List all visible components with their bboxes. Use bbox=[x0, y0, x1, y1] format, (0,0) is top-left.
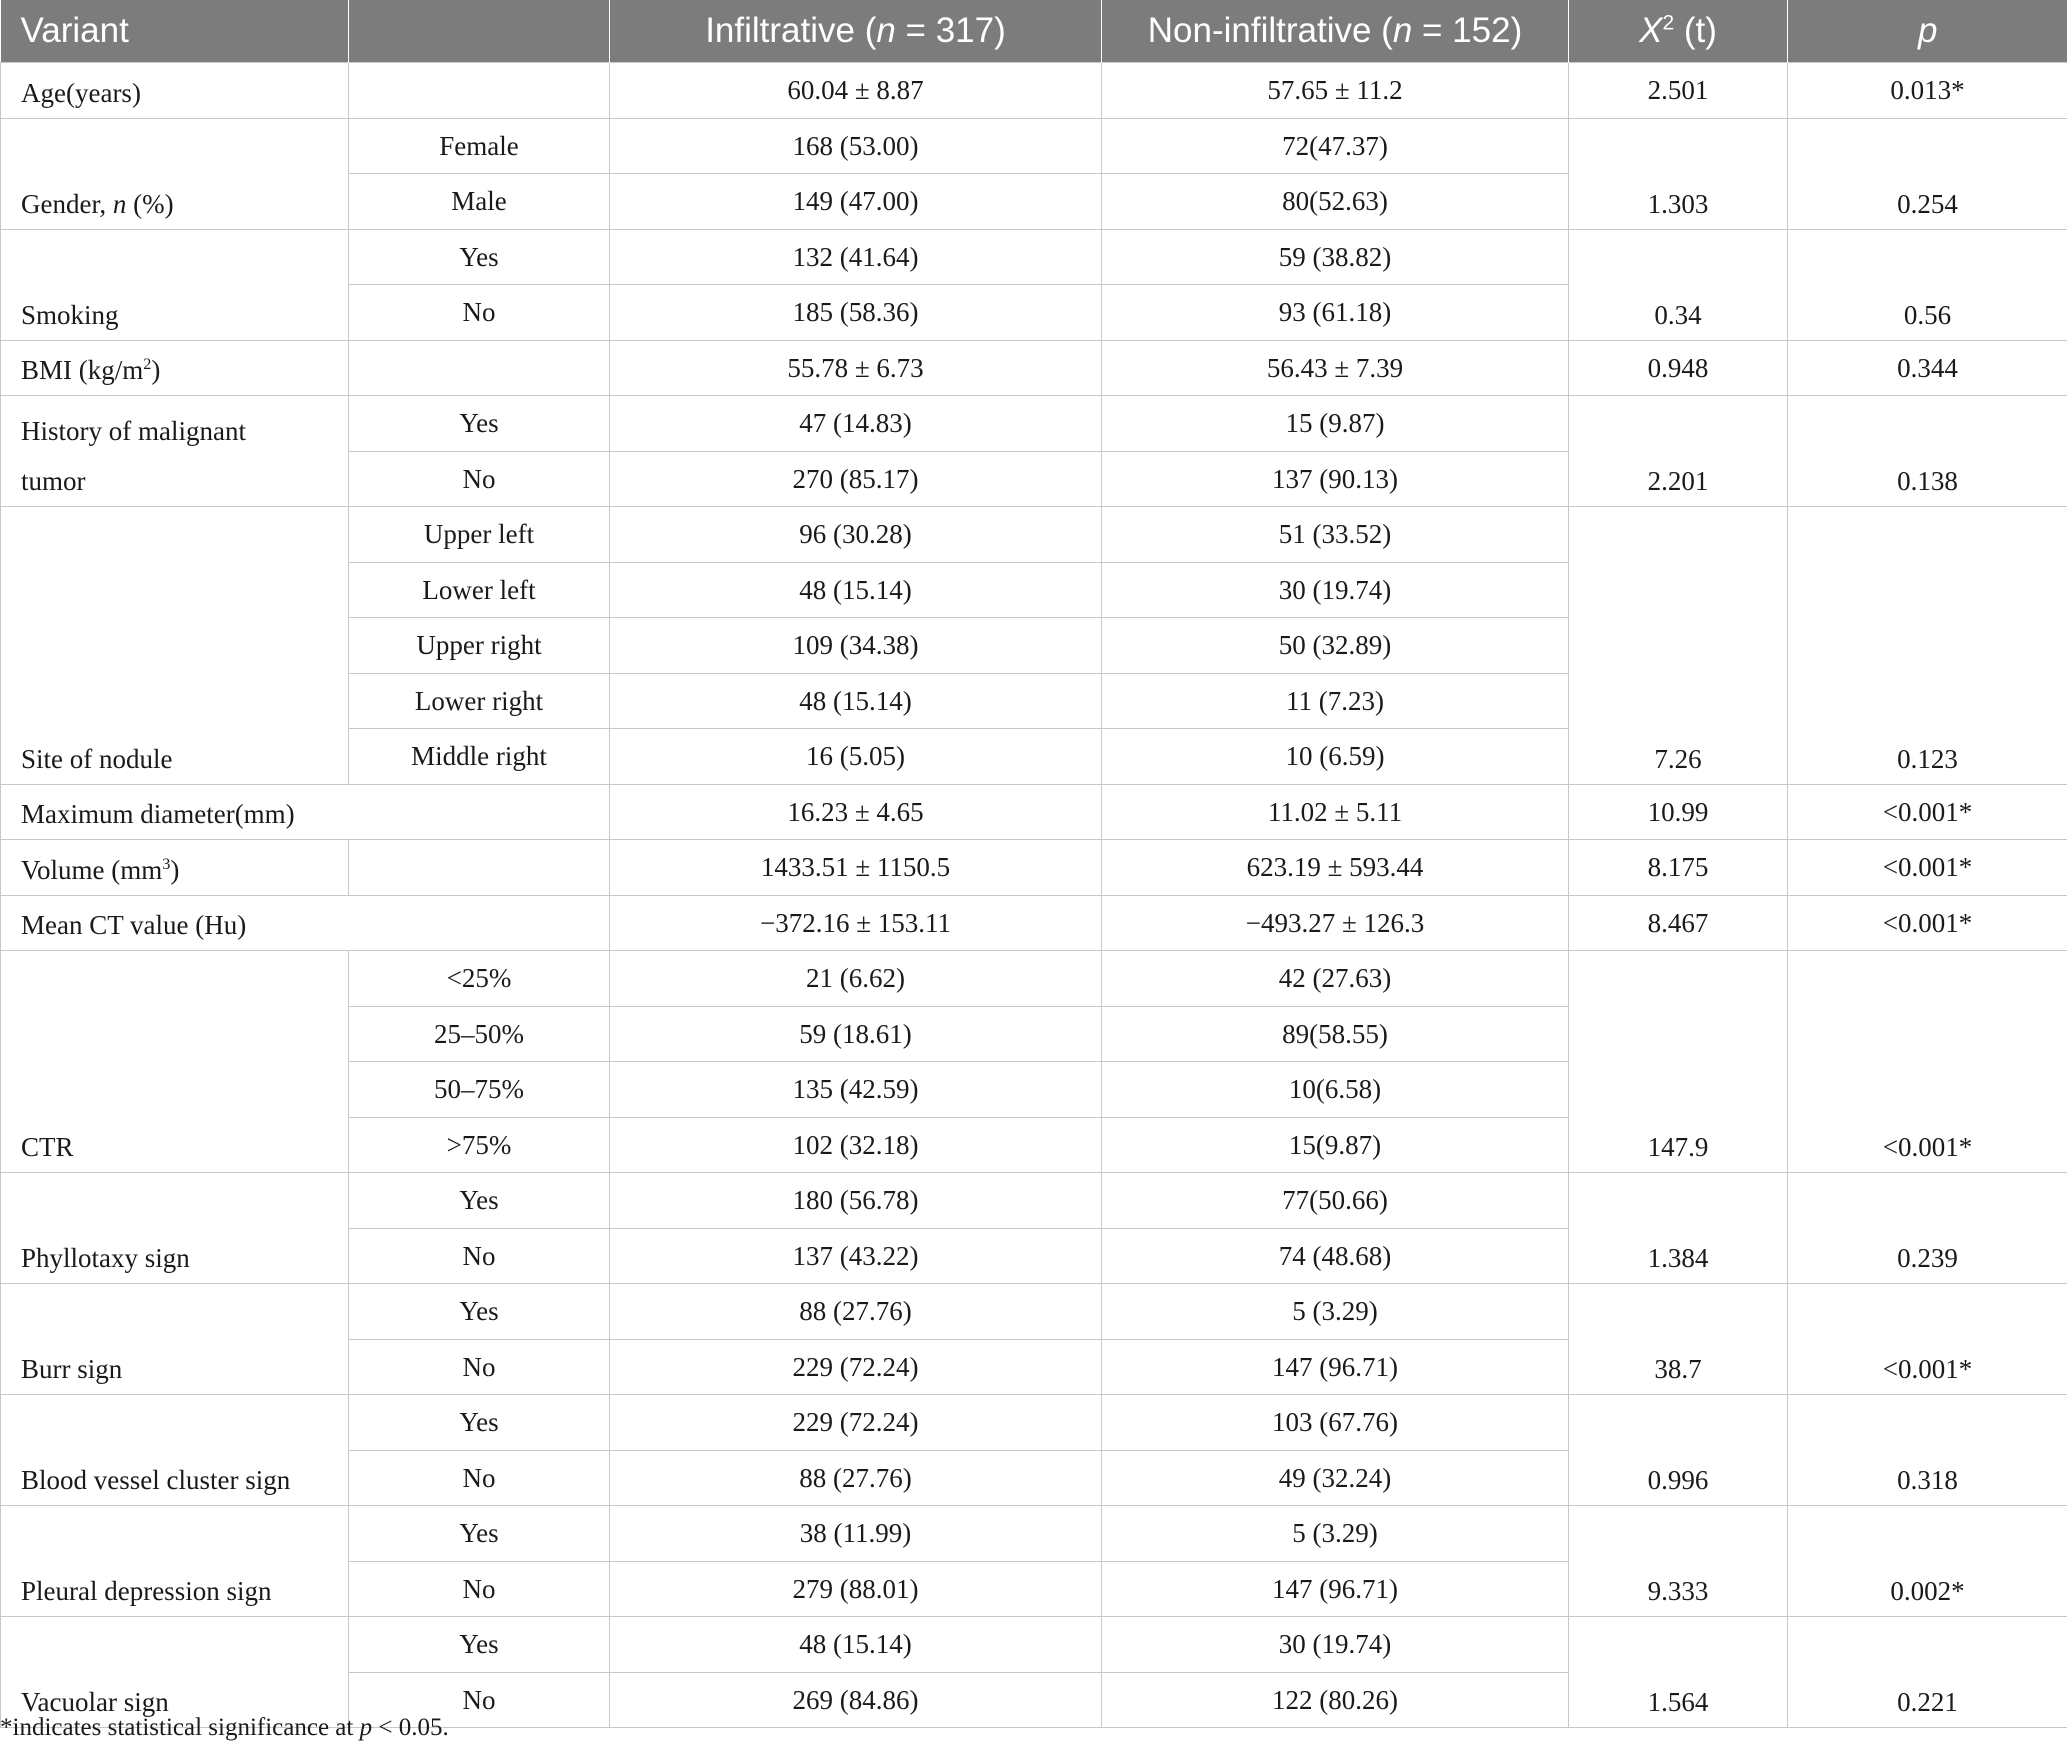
cell-statistic: 1.303 bbox=[1569, 118, 1788, 229]
table-row bbox=[1, 951, 2067, 1007]
cell-non-infiltrative: 623.19 ± 593.44 bbox=[1102, 840, 1569, 896]
row-subcategory: No bbox=[349, 285, 610, 341]
footnote-p: p bbox=[359, 1714, 373, 1741]
cell-p-value: 0.013* bbox=[1788, 63, 2067, 119]
row-subcategory bbox=[349, 340, 610, 396]
cell-non-infiltrative: 56.43 ± 7.39 bbox=[1102, 340, 1569, 396]
cell-p-value: <0.001* bbox=[1788, 895, 2067, 951]
cell-p-value: <0.001* bbox=[1788, 784, 2067, 840]
cell-p-value: 0.56 bbox=[1788, 229, 2067, 340]
cell-p-value: <0.001* bbox=[1788, 840, 2067, 896]
row-label: Phyllotaxy sign bbox=[1, 1173, 349, 1284]
cell-infiltrative: 185 (58.36) bbox=[610, 285, 1102, 341]
cell-p-value: 0.123 bbox=[1788, 507, 2067, 785]
cell-infiltrative: 48 (15.14) bbox=[610, 1617, 1102, 1673]
cell-infiltrative: 102 (32.18) bbox=[610, 1117, 1102, 1173]
row-label: Blood vessel cluster sign bbox=[1, 1395, 349, 1506]
table-row bbox=[1, 1395, 2067, 1451]
cell-infiltrative: 21 (6.62) bbox=[610, 951, 1102, 1007]
row-subcategory: Yes bbox=[349, 396, 610, 452]
cell-statistic: 9.333 bbox=[1569, 1506, 1788, 1617]
cell-infiltrative: 279 (88.01) bbox=[610, 1561, 1102, 1617]
table-body bbox=[1, 63, 2067, 1728]
row-label: Maximum diameter(mm) bbox=[1, 784, 610, 840]
table-row bbox=[1, 507, 2067, 563]
cell-p-value: <0.001* bbox=[1788, 1284, 2067, 1395]
cell-non-infiltrative: 11.02 ± 5.11 bbox=[1102, 784, 1569, 840]
cell-infiltrative: 96 (30.28) bbox=[610, 507, 1102, 563]
cell-infiltrative: 47 (14.83) bbox=[610, 396, 1102, 452]
table-row bbox=[1, 229, 2067, 285]
table-row bbox=[1, 895, 2067, 951]
volume-label-suffix: ) bbox=[170, 854, 180, 885]
cell-infiltrative: 229 (72.24) bbox=[610, 1395, 1102, 1451]
cell-infiltrative: 60.04 ± 8.87 bbox=[610, 63, 1102, 119]
header-row bbox=[1, 0, 2067, 63]
table-row bbox=[1, 340, 2067, 396]
table-row bbox=[1, 118, 2067, 174]
table-row bbox=[1, 784, 2067, 840]
cell-p-value: 0.002* bbox=[1788, 1506, 2067, 1617]
header-infiltrative bbox=[610, 0, 1102, 63]
cell-infiltrative: 55.78 ± 6.73 bbox=[610, 340, 1102, 396]
cell-non-infiltrative: 30 (19.74) bbox=[1102, 1617, 1569, 1673]
header-chi-suffix: (t) bbox=[1674, 11, 1717, 50]
volume-label-prefix: Volume (mm bbox=[21, 854, 163, 885]
row-subcategory: Female bbox=[349, 118, 610, 174]
row-label bbox=[1, 118, 349, 229]
row-label: Pleural depression sign bbox=[1, 1506, 349, 1617]
cell-non-infiltrative: 10(6.58) bbox=[1102, 1062, 1569, 1118]
row-subcategory: <25% bbox=[349, 951, 610, 1007]
footnote-suffix: < 0.05. bbox=[372, 1714, 449, 1741]
header-infiltrative-suffix: = 317) bbox=[895, 11, 1006, 50]
row-label: Vacuolar sign bbox=[1, 1617, 349, 1728]
footnote-prefix: *indicates statistical significance at bbox=[0, 1714, 360, 1741]
row-subcategory: Yes bbox=[349, 1173, 610, 1229]
cell-statistic: 1.564 bbox=[1569, 1617, 1788, 1728]
cell-infiltrative: 48 (15.14) bbox=[610, 673, 1102, 729]
cell-non-infiltrative: 89(58.55) bbox=[1102, 1006, 1569, 1062]
row-subcategory: Yes bbox=[349, 229, 610, 285]
cell-non-infiltrative: 51 (33.52) bbox=[1102, 507, 1569, 563]
row-subcategory: Lower left bbox=[349, 562, 610, 618]
row-label bbox=[1, 340, 349, 396]
cell-infiltrative: 1433.51 ± 1150.5 bbox=[610, 840, 1102, 896]
cell-p-value: 0.138 bbox=[1788, 396, 2067, 507]
cell-statistic: 0.996 bbox=[1569, 1395, 1788, 1506]
table-row bbox=[1, 1173, 2067, 1229]
cell-p-value: 0.254 bbox=[1788, 118, 2067, 229]
cell-statistic: 0.948 bbox=[1569, 340, 1788, 396]
cell-infiltrative: 48 (15.14) bbox=[610, 562, 1102, 618]
cell-infiltrative: 180 (56.78) bbox=[610, 1173, 1102, 1229]
row-subcategory: Lower right bbox=[349, 673, 610, 729]
row-subcategory: No bbox=[349, 1450, 610, 1506]
cell-statistic: 10.99 bbox=[1569, 784, 1788, 840]
cell-p-value: 0.221 bbox=[1788, 1617, 2067, 1728]
row-subcategory: No bbox=[349, 1672, 610, 1728]
cell-non-infiltrative: 11 (7.23) bbox=[1102, 673, 1569, 729]
cell-infiltrative: 270 (85.17) bbox=[610, 451, 1102, 507]
cell-p-value: 0.344 bbox=[1788, 340, 2067, 396]
cell-statistic: 2.201 bbox=[1569, 396, 1788, 507]
cell-infiltrative: 109 (34.38) bbox=[610, 618, 1102, 674]
cell-statistic: 7.26 bbox=[1569, 507, 1788, 785]
row-label: Smoking bbox=[1, 229, 349, 340]
table-row bbox=[1, 63, 2067, 119]
row-subcategory: 25–50% bbox=[349, 1006, 610, 1062]
cell-non-infiltrative: 57.65 ± 11.2 bbox=[1102, 63, 1569, 119]
cell-infiltrative: −372.16 ± 153.11 bbox=[610, 895, 1102, 951]
history-label-line2: tumor bbox=[21, 466, 86, 496]
gender-label-prefix: Gender, bbox=[21, 188, 113, 219]
cell-infiltrative: 88 (27.76) bbox=[610, 1284, 1102, 1340]
cell-non-infiltrative: 10 (6.59) bbox=[1102, 729, 1569, 785]
history-label-line1: History of malignant bbox=[21, 416, 246, 446]
row-subcategory: No bbox=[349, 1228, 610, 1284]
header-variant: Variant bbox=[1, 0, 349, 63]
row-label: Mean CT value (Hu) bbox=[1, 895, 610, 951]
cell-non-infiltrative: 137 (90.13) bbox=[1102, 451, 1569, 507]
cell-non-infiltrative: 74 (48.68) bbox=[1102, 1228, 1569, 1284]
cell-infiltrative: 229 (72.24) bbox=[610, 1339, 1102, 1395]
row-subcategory: Upper left bbox=[349, 507, 610, 563]
cell-infiltrative: 16.23 ± 4.65 bbox=[610, 784, 1102, 840]
cell-non-infiltrative: 93 (61.18) bbox=[1102, 285, 1569, 341]
row-subcategory: Upper right bbox=[349, 618, 610, 674]
cell-non-infiltrative: 42 (27.63) bbox=[1102, 951, 1569, 1007]
volume-label-sup: 3 bbox=[162, 854, 171, 873]
table-row bbox=[1, 1506, 2067, 1562]
cell-non-infiltrative: 80(52.63) bbox=[1102, 174, 1569, 230]
cell-infiltrative: 88 (27.76) bbox=[610, 1450, 1102, 1506]
header-non-infiltrative-suffix: = 152) bbox=[1412, 11, 1523, 50]
row-subcategory: Yes bbox=[349, 1617, 610, 1673]
table-row bbox=[1, 1617, 2067, 1673]
cell-infiltrative: 137 (43.22) bbox=[610, 1228, 1102, 1284]
cell-infiltrative: 135 (42.59) bbox=[610, 1062, 1102, 1118]
cell-infiltrative: 149 (47.00) bbox=[610, 174, 1102, 230]
cell-infiltrative: 59 (18.61) bbox=[610, 1006, 1102, 1062]
cell-non-infiltrative: 59 (38.82) bbox=[1102, 229, 1569, 285]
cell-non-infiltrative: 122 (80.26) bbox=[1102, 1672, 1569, 1728]
header-non-infiltrative-n: n bbox=[1392, 11, 1413, 50]
gender-label-suffix: (%) bbox=[126, 188, 174, 219]
cell-non-infiltrative: 50 (32.89) bbox=[1102, 618, 1569, 674]
cell-infiltrative: 269 (84.86) bbox=[610, 1672, 1102, 1728]
header-p: p bbox=[1918, 11, 1938, 50]
row-subcategory: >75% bbox=[349, 1117, 610, 1173]
row-subcategory bbox=[349, 63, 610, 119]
cell-infiltrative: 168 (53.00) bbox=[610, 118, 1102, 174]
cell-non-infiltrative: 77(50.66) bbox=[1102, 1173, 1569, 1229]
header-infiltrative-prefix: Infiltrative ( bbox=[705, 11, 877, 50]
cell-non-infiltrative: 30 (19.74) bbox=[1102, 562, 1569, 618]
cell-non-infiltrative: 49 (32.24) bbox=[1102, 1450, 1569, 1506]
cell-infiltrative: 132 (41.64) bbox=[610, 229, 1102, 285]
cell-statistic: 8.175 bbox=[1569, 840, 1788, 896]
cell-statistic: 2.501 bbox=[1569, 63, 1788, 119]
row-subcategory: Yes bbox=[349, 1506, 610, 1562]
bmi-label-suffix: ) bbox=[151, 355, 161, 385]
row-subcategory: Yes bbox=[349, 1284, 610, 1340]
row-label: Age(years) bbox=[1, 63, 349, 119]
table-row bbox=[1, 396, 2067, 452]
table-row bbox=[1, 840, 2067, 896]
header-subcategory bbox=[349, 0, 610, 63]
cell-statistic: 147.9 bbox=[1569, 951, 1788, 1173]
cell-statistic: 38.7 bbox=[1569, 1284, 1788, 1395]
header-non-infiltrative bbox=[1102, 0, 1569, 63]
row-label: Site of nodule bbox=[1, 507, 349, 785]
cell-non-infiltrative: 5 (3.29) bbox=[1102, 1284, 1569, 1340]
row-subcategory: No bbox=[349, 451, 610, 507]
cell-statistic: 0.34 bbox=[1569, 229, 1788, 340]
cell-non-infiltrative: 15 (9.87) bbox=[1102, 396, 1569, 452]
table-header bbox=[1, 0, 2067, 63]
cell-infiltrative: 38 (11.99) bbox=[610, 1506, 1102, 1562]
table-footnote bbox=[0, 1714, 449, 1742]
row-label: CTR bbox=[1, 951, 349, 1173]
cell-non-infiltrative: 147 (96.71) bbox=[1102, 1339, 1569, 1395]
gender-label-n: n bbox=[112, 188, 127, 219]
cell-non-infiltrative: −493.27 ± 126.3 bbox=[1102, 895, 1569, 951]
row-subcategory: No bbox=[349, 1339, 610, 1395]
table-row bbox=[1, 1284, 2067, 1340]
cell-p-value: 0.318 bbox=[1788, 1395, 2067, 1506]
header-chi-base: X bbox=[1639, 11, 1663, 50]
row-subcategory: Male bbox=[349, 174, 610, 230]
header-p-value bbox=[1788, 0, 2067, 63]
cell-non-infiltrative: 103 (67.76) bbox=[1102, 1395, 1569, 1451]
row-label bbox=[1, 396, 349, 507]
cell-non-infiltrative: 15(9.87) bbox=[1102, 1117, 1569, 1173]
row-label bbox=[1, 840, 349, 896]
cell-statistic: 1.384 bbox=[1569, 1173, 1788, 1284]
cell-statistic: 8.467 bbox=[1569, 895, 1788, 951]
cell-non-infiltrative: 147 (96.71) bbox=[1102, 1561, 1569, 1617]
row-subcategory: No bbox=[349, 1561, 610, 1617]
header-statistic bbox=[1569, 0, 1788, 63]
header-non-infiltrative-prefix: Non-infiltrative ( bbox=[1147, 11, 1393, 50]
cell-p-value: <0.001* bbox=[1788, 951, 2067, 1173]
row-subcategory: Yes bbox=[349, 1395, 610, 1451]
row-subcategory bbox=[349, 840, 610, 896]
cell-p-value: 0.239 bbox=[1788, 1173, 2067, 1284]
row-label: Burr sign bbox=[1, 1284, 349, 1395]
row-subcategory: Middle right bbox=[349, 729, 610, 785]
cell-infiltrative: 16 (5.05) bbox=[610, 729, 1102, 785]
header-infiltrative-n: n bbox=[876, 11, 896, 50]
bmi-label-prefix: BMI (kg/m bbox=[21, 355, 144, 385]
header-chi-sup: 2 bbox=[1662, 11, 1675, 35]
bmi-label-sup: 2 bbox=[143, 355, 152, 373]
cell-non-infiltrative: 72(47.37) bbox=[1102, 118, 1569, 174]
cell-non-infiltrative: 5 (3.29) bbox=[1102, 1506, 1569, 1562]
row-subcategory: 50–75% bbox=[349, 1062, 610, 1118]
